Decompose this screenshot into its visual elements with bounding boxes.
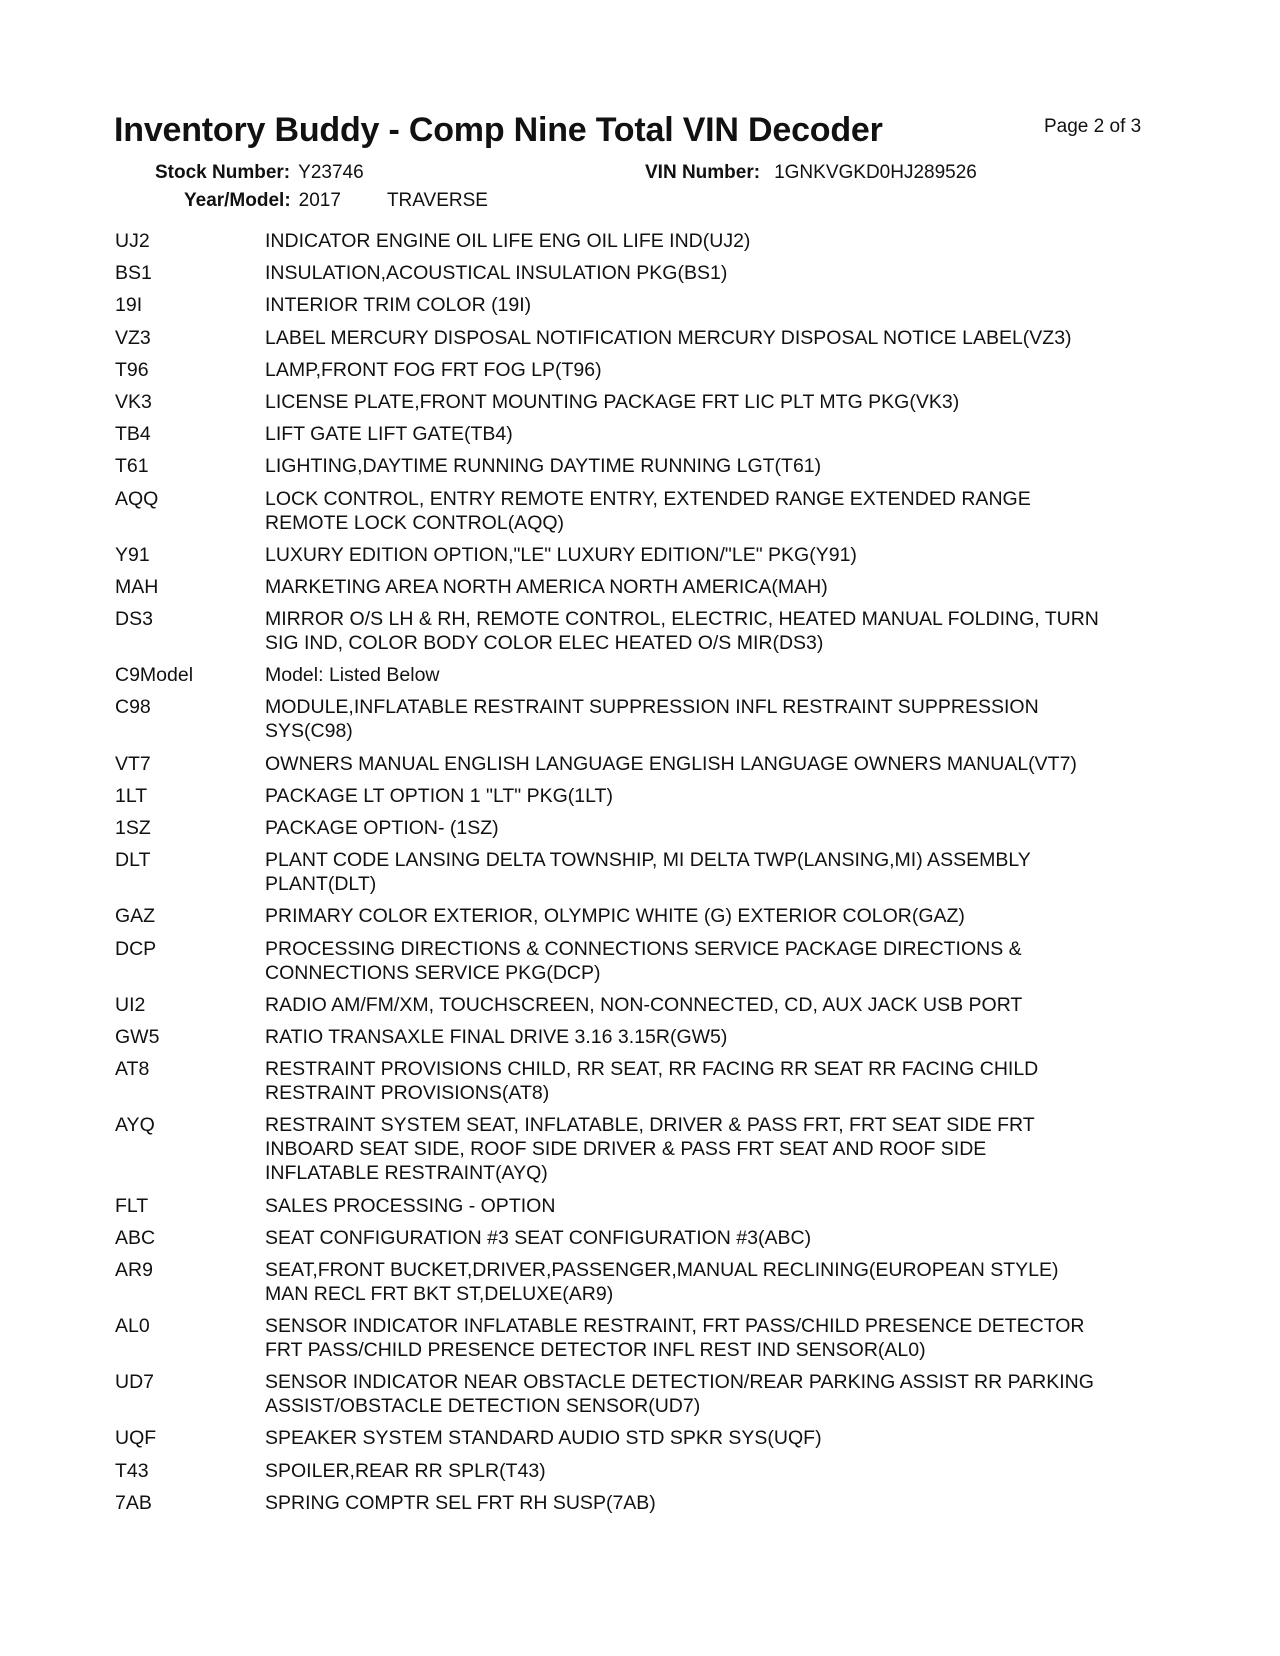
option-row: [115, 784, 1175, 808]
vin-number-value: 1GNKVGKD0HJ289526: [774, 162, 977, 183]
option-row: [115, 422, 1175, 446]
option-code-list: [115, 229, 1175, 1523]
option-code: DCP: [115, 937, 157, 960]
option-description: INDICATOR ENGINE OIL LIFE ENG OIL LIFE IND(UJ2): [265, 230, 751, 252]
option-row: [115, 575, 1175, 599]
option-code: GAZ: [115, 905, 156, 928]
option-description: MODULE,INFLATABLE RESTRAINT SUPPRESSION INFL RESTRAINT SUPPRESSION SYS(C98): [265, 696, 1039, 743]
option-code: C9Model: [115, 664, 194, 687]
option-description: LIFT GATE LIFT GATE(TB4): [265, 423, 513, 446]
option-description: PLANT CODE LANSING DELTA TOWNSHIP, MI DELTA TWP(LANSING,MI) ASSEMBLY PLANT(DLT): [265, 849, 1031, 896]
option-code: VT7: [115, 752, 151, 775]
option-row: [115, 487, 1175, 535]
option-code: MAH: [115, 575, 159, 598]
option-code: AL0: [115, 1315, 150, 1338]
option-description: LUXURY EDITION OPTION,"LE" LUXURY EDITION/"LE" PKG(Y91): [265, 543, 857, 566]
option-code: DS3: [115, 608, 153, 631]
option-row: [115, 1459, 1175, 1483]
year-value: 2017: [298, 190, 341, 211]
option-code: T43: [115, 1459, 149, 1482]
option-description: RADIO AM/FM/XM, TOUCHSCREEN, NON-CONNECTED, CD, AUX JACK USB PORT: [265, 993, 1023, 1016]
option-code: 19I: [115, 294, 143, 317]
option-description: OWNERS MANUAL ENGLISH LANGUAGE ENGLISH LANGUAGE OWNERS MANUAL(VT7): [265, 752, 1077, 775]
option-description: RESTRAINT PROVISIONS CHILD, RR SEAT, RR FACING RR SEAT RR FACING CHILD RESTRAINT PROVISIONS(AT8): [265, 1058, 1039, 1105]
option-description: SEAT,FRONT BUCKET,DRIVER,PASSENGER,MANUAL RECLINING(EUROPEAN STYLE) MAN RECL FRT BKT ST,DELUXE(AR9): [265, 1258, 1059, 1305]
option-description: PACKAGE OPTION- (1SZ): [265, 817, 499, 839]
option-row: [115, 1057, 1175, 1105]
option-description: MARKETING AREA NORTH AMERICA NORTH AMERICA(MAH): [265, 575, 828, 598]
year-model-row: [184, 190, 488, 212]
option-code: FLT: [115, 1194, 149, 1217]
option-description: SENSOR INDICATOR NEAR OBSTACLE DETECTION/REAR PARKING ASSIST RR PARKING ASSIST/OBSTACLE DETECTION SENSOR(UD7): [265, 1371, 1094, 1418]
option-code: 1LT: [115, 784, 148, 807]
option-row: [115, 1370, 1175, 1418]
option-row: [115, 848, 1175, 896]
option-description: PRIMARY COLOR EXTERIOR, OLYMPIC WHITE (G) EXTERIOR COLOR(GAZ): [265, 905, 965, 928]
option-description: LABEL MERCURY DISPOSAL NOTIFICATION MERCURY DISPOSAL NOTICE LABEL(VZ3): [265, 326, 1072, 349]
option-row: [115, 543, 1175, 567]
page-number: Page 2 of 3: [1044, 116, 1142, 137]
option-code: 7AB: [115, 1491, 152, 1514]
option-row: [115, 937, 1175, 985]
option-row: [115, 326, 1175, 350]
option-row: [115, 1491, 1175, 1515]
option-code: GW5: [115, 1025, 160, 1048]
option-code: T61: [115, 455, 149, 478]
option-code: AT8: [115, 1058, 150, 1081]
option-code: AYQ: [115, 1114, 155, 1137]
option-row: [115, 1194, 1175, 1218]
option-description: SPRING COMPTR SEL FRT RH SUSP(7AB): [265, 1491, 656, 1514]
option-code: DLT: [115, 849, 151, 872]
option-code: AR9: [115, 1258, 153, 1281]
option-row: [115, 752, 1175, 776]
option-code: UI2: [115, 993, 146, 1016]
option-description: SENSOR INDICATOR INFLATABLE RESTRAINT, FRT PASS/CHILD PRESENCE DETECTOR FRT PASS/CHILD PRESENCE DETECTOR INFL REST IND SENSOR(AL0): [265, 1315, 1085, 1362]
stock-number-value: Y23746: [298, 162, 364, 183]
option-code: VZ3: [115, 326, 151, 349]
option-row: [115, 390, 1175, 414]
option-description: MIRROR O/S LH & RH, REMOTE CONTROL, ELECTRIC, HEATED MANUAL FOLDING, TURN SIG IND, COLOR BODY COLOR ELEC HEATED O/S MIR(DS3): [265, 608, 1099, 655]
vin-number-row: [645, 162, 977, 184]
stock-number-label: Stock Number:: [155, 162, 291, 183]
option-description: INSULATION,ACOUSTICAL INSULATION PKG(BS1): [265, 262, 728, 285]
stock-number-row: [155, 162, 364, 184]
option-description: INTERIOR TRIM COLOR (19I): [265, 294, 532, 317]
option-row: [115, 1314, 1175, 1362]
year-model-label: Year/Model:: [184, 190, 291, 211]
option-description: RATIO TRANSAXLE FINAL DRIVE 3.16 3.15R(GW5): [265, 1025, 728, 1048]
option-description: PROCESSING DIRECTIONS & CONNECTIONS SERVICE PACKAGE DIRECTIONS & CONNECTIONS SERVICE PKG(DCP): [265, 937, 1022, 984]
option-description: LAMP,FRONT FOG FRT FOG LP(T96): [265, 358, 602, 381]
option-description: Model: Listed Below: [265, 664, 440, 687]
option-row: [115, 261, 1175, 285]
option-description: SEAT CONFIGURATION #3 SEAT CONFIGURATION #3(ABC): [265, 1226, 812, 1249]
option-code: ABC: [115, 1226, 156, 1249]
option-code: 1SZ: [115, 817, 151, 839]
option-description: RESTRAINT SYSTEM SEAT, INFLATABLE, DRIVER & PASS FRT, FRT SEAT SIDE FRT INBOARD SEAT SIDE, ROOF SIDE DRIVER & PASS FRT SEAT AND ROOF SIDE INFLATABLE RESTRAINT(AYQ): [265, 1114, 1035, 1185]
option-row: [115, 1226, 1175, 1250]
option-row: [115, 1426, 1175, 1450]
option-row: [115, 993, 1175, 1017]
option-row: [115, 1025, 1175, 1049]
page-title: Inventory Buddy - Comp Nine Total VIN Decoder: [114, 111, 883, 149]
option-row: [115, 358, 1175, 382]
option-code: Y91: [115, 543, 150, 566]
model-value: TRAVERSE: [386, 190, 488, 211]
option-row: [115, 454, 1175, 478]
option-row: [115, 904, 1175, 928]
option-description: SPEAKER SYSTEM STANDARD AUDIO STD SPKR SYS(UQF): [265, 1427, 822, 1450]
option-description: LOCK CONTROL, ENTRY REMOTE ENTRY, EXTENDED RANGE EXTENDED RANGE REMOTE LOCK CONTROL(AQQ): [265, 487, 1031, 534]
option-row: [115, 1258, 1175, 1306]
option-row: [115, 1113, 1175, 1185]
option-code: C98: [115, 696, 151, 719]
option-code: UJ2: [115, 230, 150, 252]
option-code: VK3: [115, 390, 152, 413]
option-description: SPOILER,REAR RR SPLR(T43): [265, 1459, 546, 1482]
option-code: TB4: [115, 423, 151, 446]
option-code: BS1: [115, 262, 152, 285]
option-row: [115, 607, 1175, 655]
option-code: UQF: [115, 1427, 157, 1450]
option-row: [115, 816, 1175, 840]
option-row: [115, 293, 1175, 317]
option-code: AQQ: [115, 487, 159, 510]
vin-number-label: VIN Number:: [645, 162, 761, 183]
option-code: UD7: [115, 1371, 155, 1394]
option-row: [115, 229, 1175, 253]
option-description: LIGHTING,DAYTIME RUNNING DAYTIME RUNNING LGT(T61): [265, 455, 822, 478]
option-description: LICENSE PLATE,FRONT MOUNTING PACKAGE FRT LIC PLT MTG PKG(VK3): [265, 390, 960, 413]
option-code: T96: [115, 358, 149, 381]
option-row: [115, 663, 1175, 687]
option-row: [115, 695, 1175, 743]
option-description: SALES PROCESSING - OPTION: [265, 1194, 556, 1217]
option-description: PACKAGE LT OPTION 1 "LT" PKG(1LT): [265, 784, 613, 807]
